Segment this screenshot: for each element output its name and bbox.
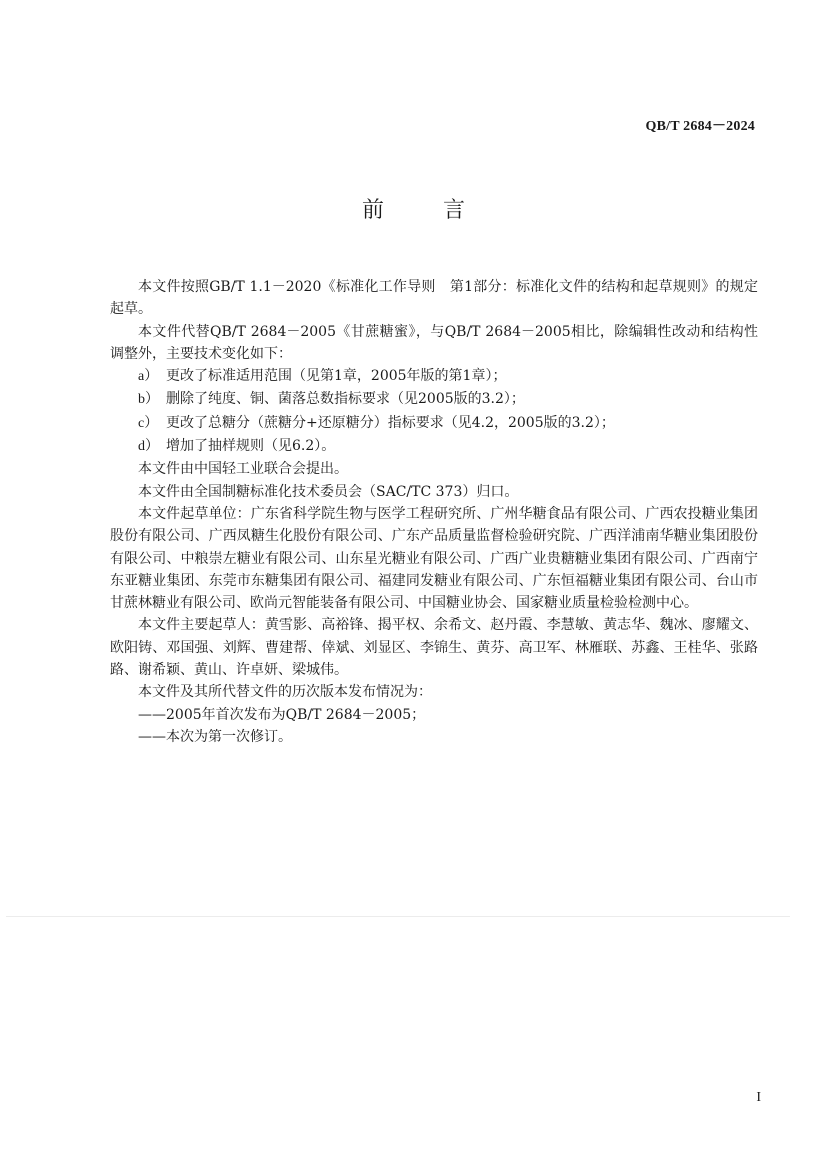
- standard-code: QB/T 2684－2024: [645, 119, 755, 134]
- page-title: 前 言: [362, 198, 491, 223]
- change-marker: d）: [138, 439, 159, 455]
- paragraph-drafting-units: 本文件起草单位：广东省科学院生物与医学工程研究所、广州华糖食品有限公司、广西农投糖业集团股份有限公司、广西凤糖生化股份有限公司、广东产品质量监督检验研究院、广西洋浦南华糖业集团股份有限公司、中粮崇左糖业有限公司、山东星光糖业有限公司、广西广业贵糖糖业集团有限公司、广西南宁东亚糖业集团、东莞市东糖集团有限公司、福建同发糖业有限公司、广东恒福糖业集团有限公司、台山市甘蔗林糖业有限公司、欧尚元智能装备有限公司、中国糖业协会、国家糖业质量检验检测中心。: [110, 505, 758, 612]
- foreword-body: [110, 276, 758, 748]
- change-item-c: [110, 412, 758, 435]
- change-item-b: [110, 388, 758, 411]
- paragraph-replacement: 本文件代替QB/T 2684－2005《甘蔗糖蜜》，与QB/T 2684－2005相比，除编辑性改动和结构性调整外，主要技术变化如下：: [110, 323, 758, 362]
- scan-divider: [6, 916, 790, 917]
- change-text: 更改了总糖分（蔗糖分+还原糖分）指标要求（见4.2，2005版的3.2）；: [166, 414, 615, 431]
- change-text: 增加了抽样规则（见6.2）。: [166, 438, 336, 455]
- page-number: I: [756, 1090, 761, 1105]
- paragraph-drafting-rules: 本文件按照GB/T 1.1－2020《标准化工作导则 第1部分：标准化文件的结构和起草规则》的规定起草。: [110, 279, 758, 318]
- history-item-first: ——2005年首次发布为QB/T 2684－2005；: [138, 706, 426, 723]
- paragraph-drafters: 本文件主要起草人：黄雪影、高裕锋、揭平权、余希文、赵丹霞、李慧敏、黄志华、魏冰、廖耀文、欧阳铸、邓国强、刘辉、曹建帮、倖斌、刘显区、李锦生、黄芬、高卫军、林雁联、苏鑫、王桂华、张路路、谢希颖、黄山、许卓妍、梁城伟。: [110, 617, 758, 679]
- paragraph-history-intro: 本文件及其所代替文件的历次版本发布情况为：: [138, 684, 432, 701]
- change-text: 删除了纯度、铜、菌落总数指标要求（见2005版的3.2）；: [166, 391, 525, 408]
- history-item-revision: ——本次为第一次修订。: [138, 728, 292, 745]
- paragraph-proposer: 本文件由中国轻工业联合会提出。: [138, 461, 348, 478]
- change-marker: c）: [138, 415, 159, 431]
- change-item-d: [110, 435, 758, 458]
- change-text: 更改了标准适用范围（见第1章，2005年版的第1章）；: [166, 368, 507, 385]
- change-marker: b）: [138, 392, 159, 408]
- change-marker: a）: [138, 369, 159, 385]
- paragraph-centralized: 本文件由全国制糖标准化技术委员会（SAC/TC 373）归口。: [138, 483, 519, 500]
- change-item-a: [110, 365, 758, 388]
